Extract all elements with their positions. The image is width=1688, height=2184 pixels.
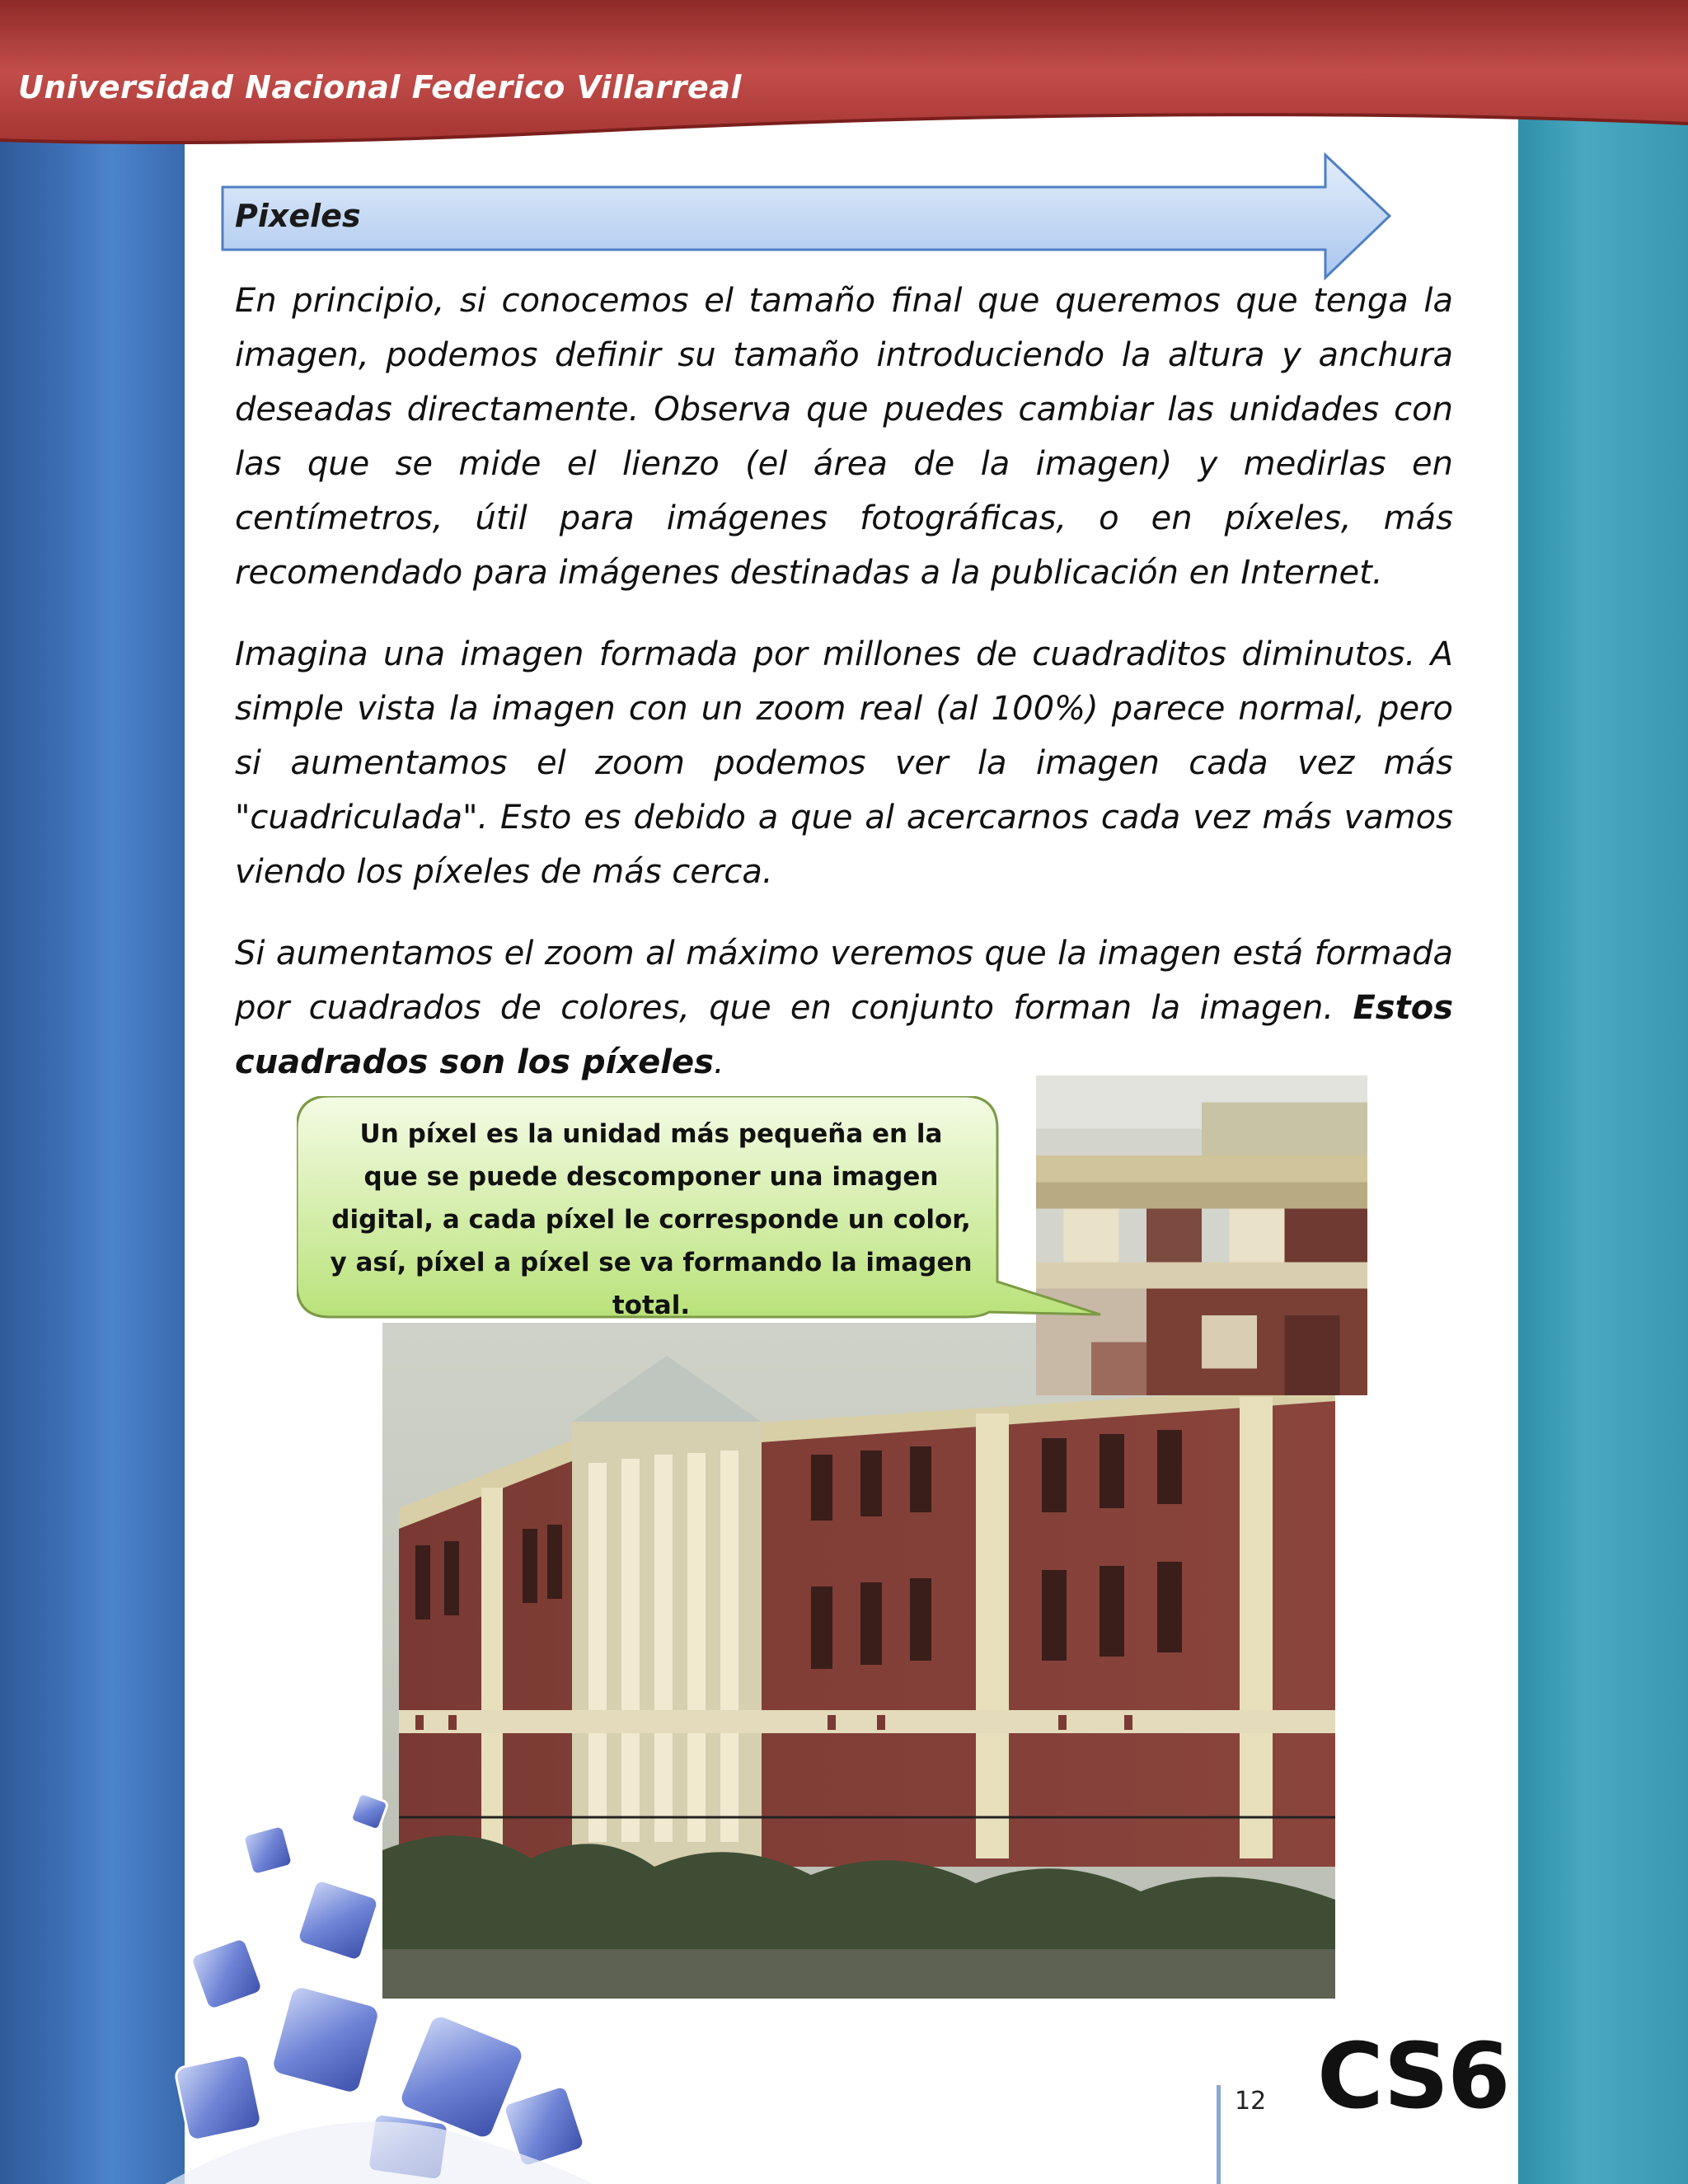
decorative-cubes (165, 1780, 742, 2184)
left-decorative-band (0, 132, 185, 2184)
university-name: Universidad Nacional Federico Villarreal (18, 69, 742, 105)
section-title: Pixeles (235, 198, 361, 234)
section-title-arrow (221, 152, 1391, 284)
paragraph-pixels: Si aumentamos el zoom al máximo veremos que la imagen está formada por cuadrados de colores, que en conjunto forman la imagen. Estos cuadrados son los píxeles. (235, 935, 1453, 1081)
paragraph-zoom: Imagina una imagen formada por millones de cuadraditos diminutos. A simple vista la imagen con un zoom real (al 100%) parece normal, pero si aumentamos el zoom podemos ver la imagen cada vez más "cuadriculada". Esto es debido a que al acercarnos cada vez más vamos viendo los píxeles de más cerca. (235, 635, 1453, 891)
page-number: 12 (1235, 2087, 1267, 2116)
callout-text: Un píxel es la unidad más pequeña en la que se puede descomponer una imagen digital, a cada píxel le corresponde un color, y así, píxel a píxel se va formando la imagen total. (330, 1119, 973, 1320)
page-number-rule (1217, 2085, 1221, 2184)
right-decorative-band (1518, 115, 1688, 2184)
product-label: CS6 (1317, 2023, 1509, 2129)
paragraph-intro: En principio, si conocemos el tamaño final que queremos que tenga la imagen, podemos definir su tamaño introduciendo la altura y anchura deseadas directamente. Observa que puedes cambiar las unidades con las que se mide el lienzo (el área de la imagen) y medirlas en centímetros, útil para imágenes fotográficas, o en píxeles, más recomendado para imágenes destinadas a la publicación en Internet. (235, 282, 1453, 592)
